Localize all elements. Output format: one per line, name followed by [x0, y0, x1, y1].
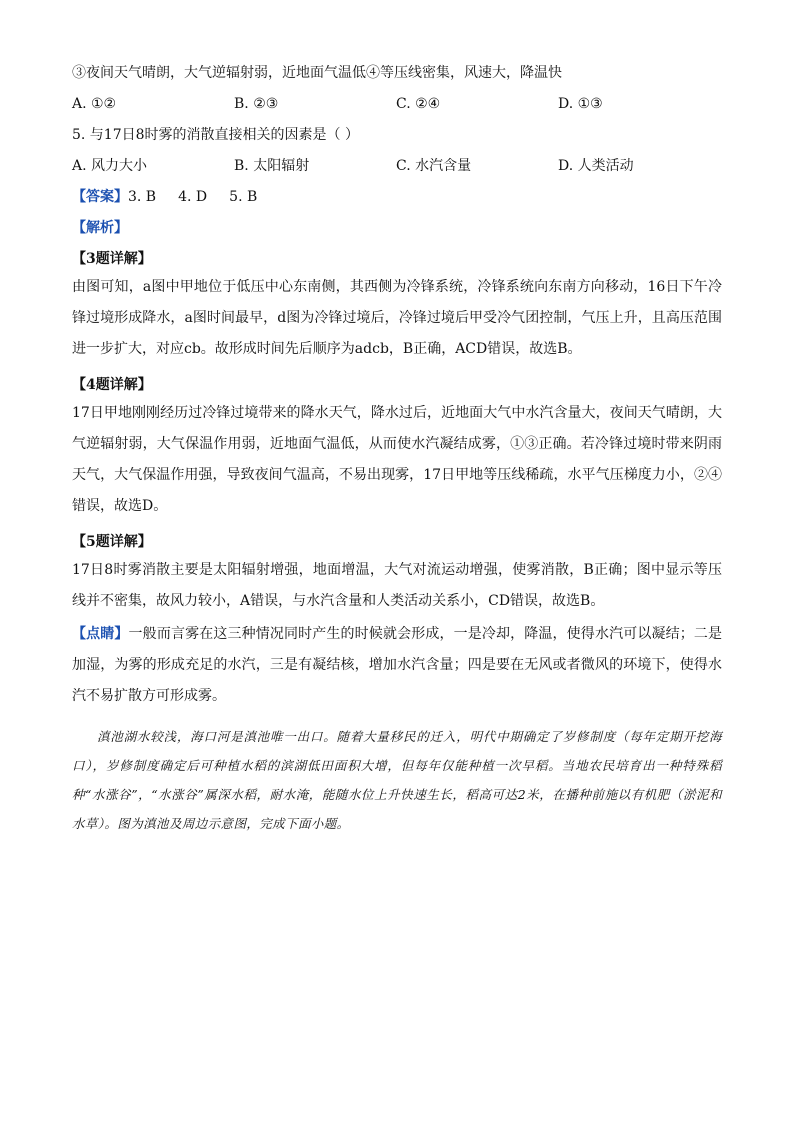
q5-option-c: C. 水汽含量: [396, 158, 472, 174]
section-3-heading: 【3题详解】: [72, 251, 152, 267]
section-4-heading: 【4题详解】: [72, 377, 152, 393]
q4-option-c: C. ②④: [396, 96, 441, 112]
answer-line: [72, 186, 722, 208]
analysis-label: 【解析】: [72, 220, 128, 236]
q4-item-3-text: ③夜间天气晴朗，大气逆辐射弱，近地面气温低④等压线密集，风速大，降温快: [72, 65, 562, 81]
dianjing-paragraph: [72, 619, 722, 712]
document-page: [72, 62, 722, 838]
q5-option-d: D. 人类活动: [558, 158, 634, 174]
section-5-text: 17日8时雾消散主要是太阳辐射增强，地面增温，大气对流运动增强，使雾消散，B正确；图中显示等压线并不密集，故风力较小，A错误，与水汽含量和人类活动关系小，CD错误，故选B。: [72, 562, 722, 609]
answer-label: 【答案】: [72, 189, 128, 205]
answer-item-4: 4. D: [178, 189, 208, 205]
answer-item-5: 5. B: [229, 189, 258, 205]
dianjing-label: 【点睛】: [72, 626, 129, 642]
section-3-text: 由图可知，a图中甲地位于低压中心东南侧，其西侧为冷锋系统，冷锋系统向东南方向移动，16日下午冷锋过境形成降水，a图时间最早，d图为冷锋过境后，冷锋过境后甲受冷气团控制，气压上升，且高压范围进一步扩大，对应cb。故形成时间先后顺序为adcb，B正确，ACD错误，故选B。: [72, 279, 722, 357]
q4-option-b: B. ②③: [234, 96, 279, 112]
q4-option-a: A. ①②: [72, 96, 117, 112]
q4-options: [72, 93, 722, 115]
material-paragraph: 滇池湖水较浅，海口河是滇池唯一出口。随着大量移民的迁入，明代中期确定了岁修制度（每年定期开挖海口），岁修制度确定后可种植水稻的滨湖低田面积大增，但每年仅能种植一次早稻。当地农民培育出一种特殊稻种“水涨谷”，“水涨谷”属深水稻，耐水淹，能随水位上升快速生长，稻高可达2米，在播种前施以有机肥（淤泥和水草）。图为滇池及周边示意图，完成下面小题。: [72, 729, 722, 831]
section-4-text: 17日甲地刚刚经历过冷锋过境带来的降水天气，降水过后，近地面大气中水汽含量大，夜间天气晴朗，大气逆辐射弱，大气保温作用弱，近地面气温低，从而使水汽凝结成雾，①③正确。若冷锋过境时带来阴雨天气，大气保温作用强，导致夜间气温高，不易出现雾，17日甲地等压线稀疏，水平气压梯度力小，②④错误，故选D。: [72, 405, 722, 514]
q5-option-a: A. 风力大小: [72, 158, 148, 174]
q4-option-d: D. ①③: [558, 96, 603, 112]
q5-options: [72, 155, 722, 177]
q5-stem: 5. 与17日8时雾的消散直接相关的因素是（ ）: [72, 127, 359, 143]
answer-item-3: 3. B: [128, 189, 157, 205]
dianjing-text: 一般而言雾在这三种情况同时产生的时候就会形成，一是冷却，降温，使得水汽可以凝结；二是加湿，为雾的形成充足的水汽，三是有凝结核，增加水汽含量；四是要在无风或者微风的环境下，使得水汽不易扩散方可形成雾。: [72, 626, 723, 704]
q5-option-b: B. 太阳辐射: [234, 158, 310, 174]
section-5-heading: 【5题详解】: [72, 534, 152, 550]
